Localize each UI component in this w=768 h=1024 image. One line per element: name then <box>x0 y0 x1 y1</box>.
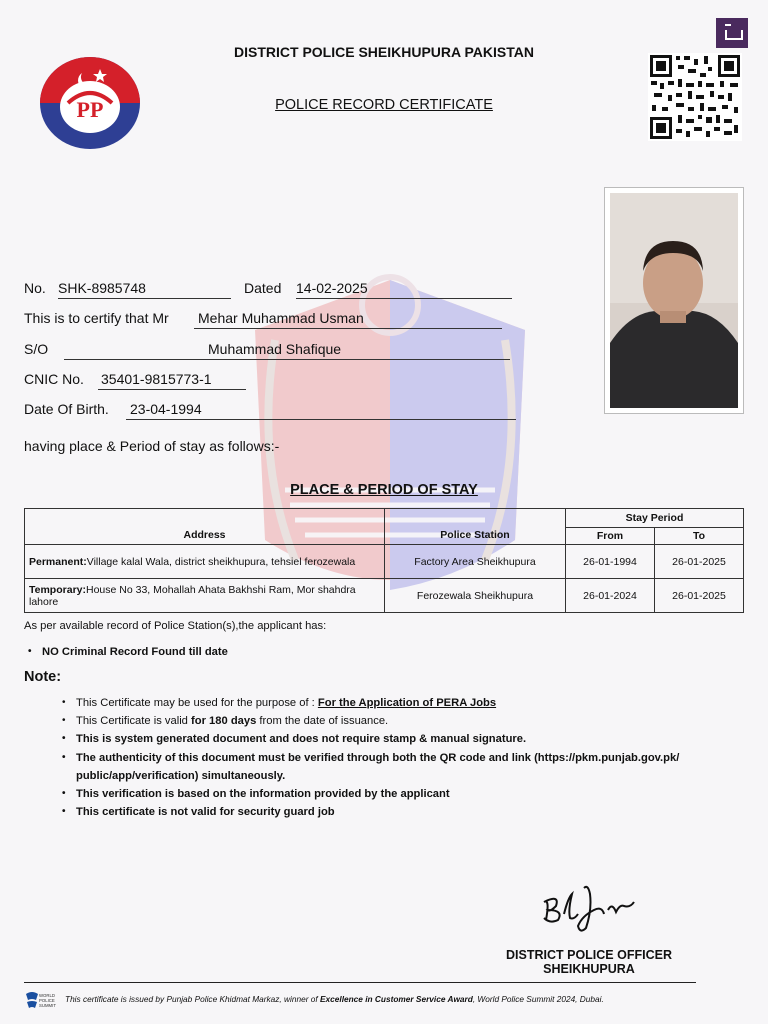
table-row <box>25 545 744 579</box>
note-system-generated: • This is system generated document and does not require stamp & manual signature. <box>62 730 742 748</box>
address-cell <box>25 579 385 613</box>
note-purpose-value: For the Application of PERA Jobs <box>317 697 497 709</box>
cnic-field <box>98 371 246 390</box>
address-type-label: Permanent: <box>29 555 87 568</box>
footer-divider <box>24 982 696 983</box>
col-address-header: Address <box>25 509 385 545</box>
to-cell: 26-01-2025 <box>655 545 744 579</box>
footer-text-suffix: , World Police Summit 2024, Dubai. <box>472 994 604 1004</box>
stay-section-title <box>0 482 768 498</box>
officer-place: SHEIKHUPURA <box>543 962 635 976</box>
address-text: House No 33, Mohallah Ahata Bakhshi Ram, Mor shahdra lahore <box>29 583 356 608</box>
note-validity-suffix: from the date of issuance. <box>256 715 389 728</box>
district-title: DISTRICT POLICE SHEIKHUPURA PAKISTAN <box>234 44 534 60</box>
address-cell <box>25 545 385 579</box>
dob-value: 23-04-1994 <box>130 401 202 417</box>
footer-text <box>65 994 604 1004</box>
record-no-value: SHK-8985748 <box>58 280 146 296</box>
note-validity-prefix: This Certificate is valid <box>76 715 192 728</box>
note-authenticity <box>62 749 742 785</box>
note-validity <box>62 712 742 730</box>
dated-label: Dated <box>244 280 282 296</box>
note-validity-value: for 180 days <box>191 715 257 728</box>
note-purpose <box>62 694 742 712</box>
note-info-basis: • This verification is based on the information provided by the applicant <box>62 785 742 803</box>
col-to-header: To <box>655 528 744 545</box>
dob-field <box>126 401 516 420</box>
notes-list <box>62 694 742 821</box>
police-station-cell: Factory Area Sheikhupura <box>385 545 566 579</box>
summit-logo-icon <box>24 990 40 1012</box>
stay-section-title-text: PLACE & PERIOD OF STAY <box>290 482 478 498</box>
name-field <box>194 310 502 329</box>
address-type-label: Temporary: <box>29 583 86 596</box>
note-authenticity-line1: The authenticity of this document must be verified through both the QR code and link (https://pkm.punjab.gov.pk/ <box>76 751 680 764</box>
officer-title: DISTRICT POLICE OFFICER <box>506 948 672 962</box>
col-stay-period-header: Stay Period <box>566 509 744 528</box>
record-no-label: No. <box>24 280 46 296</box>
address-text: Village kalal Wala, district sheikhupura, tehsiel ferozewala <box>86 555 356 568</box>
cnic-value: 35401-9815773-1 <box>101 371 212 387</box>
stay-table <box>24 508 744 613</box>
from-cell: 26-01-2024 <box>566 579 655 613</box>
notes-title: Note: <box>24 669 62 685</box>
dob-label: Date Of Birth. <box>24 401 109 417</box>
cnic-label: CNIC No. <box>24 371 84 387</box>
applicant-photo <box>610 193 738 408</box>
dated-value: 14-02-2025 <box>296 280 368 296</box>
record-finding-list <box>28 643 228 661</box>
summit-logo-text: WORLD POLICE SUMMIT <box>39 993 56 1008</box>
certify-label: This is to certify that Mr <box>24 310 169 326</box>
col-police-station-header: Police Station <box>385 509 566 545</box>
father-field <box>64 341 510 360</box>
verification-qr-code[interactable] <box>648 53 742 141</box>
record-finding: • NO Criminal Record Found till date <box>28 643 228 661</box>
police-station-cell: Ferozewala Sheikhupura <box>385 579 566 613</box>
to-cell: 26-01-2025 <box>655 579 744 613</box>
father-value: Muhammad Shafique <box>208 341 342 357</box>
footer-text-prefix: This certificate is issued by Punjab Police Khidmat Markaz, winner of <box>65 994 321 1004</box>
note-purpose-prefix: This Certificate may be used for the purpose of : <box>76 697 318 709</box>
note-authenticity-line2: public/app/verification) simultaneously. <box>76 769 286 782</box>
stay-intro: having place & Period of stay as follows:- <box>24 438 280 454</box>
certificate-title: POLICE RECORD CERTIFICATE <box>275 97 493 113</box>
dated-field <box>296 280 512 299</box>
officer-signature <box>538 880 642 940</box>
applicant-photo-frame <box>604 187 744 414</box>
note-security-guard: • This certificate is not valid for security guard job <box>62 803 742 821</box>
name-value: Mehar Muhammad Usman <box>198 310 364 326</box>
svg-text:PP: PP <box>76 97 104 122</box>
footer-award: Excellence in Customer Service Award <box>320 994 473 1004</box>
table-row <box>25 579 744 613</box>
record-no-field <box>58 280 231 299</box>
world-police-summit-logo <box>24 990 62 1014</box>
from-cell: 26-01-1994 <box>566 545 655 579</box>
officer-block <box>480 948 698 976</box>
so-label: S/O <box>24 341 49 357</box>
col-from-header: From <box>566 528 655 545</box>
record-status-intro: As per available record of Police Station(s),the applicant has: <box>24 620 327 632</box>
